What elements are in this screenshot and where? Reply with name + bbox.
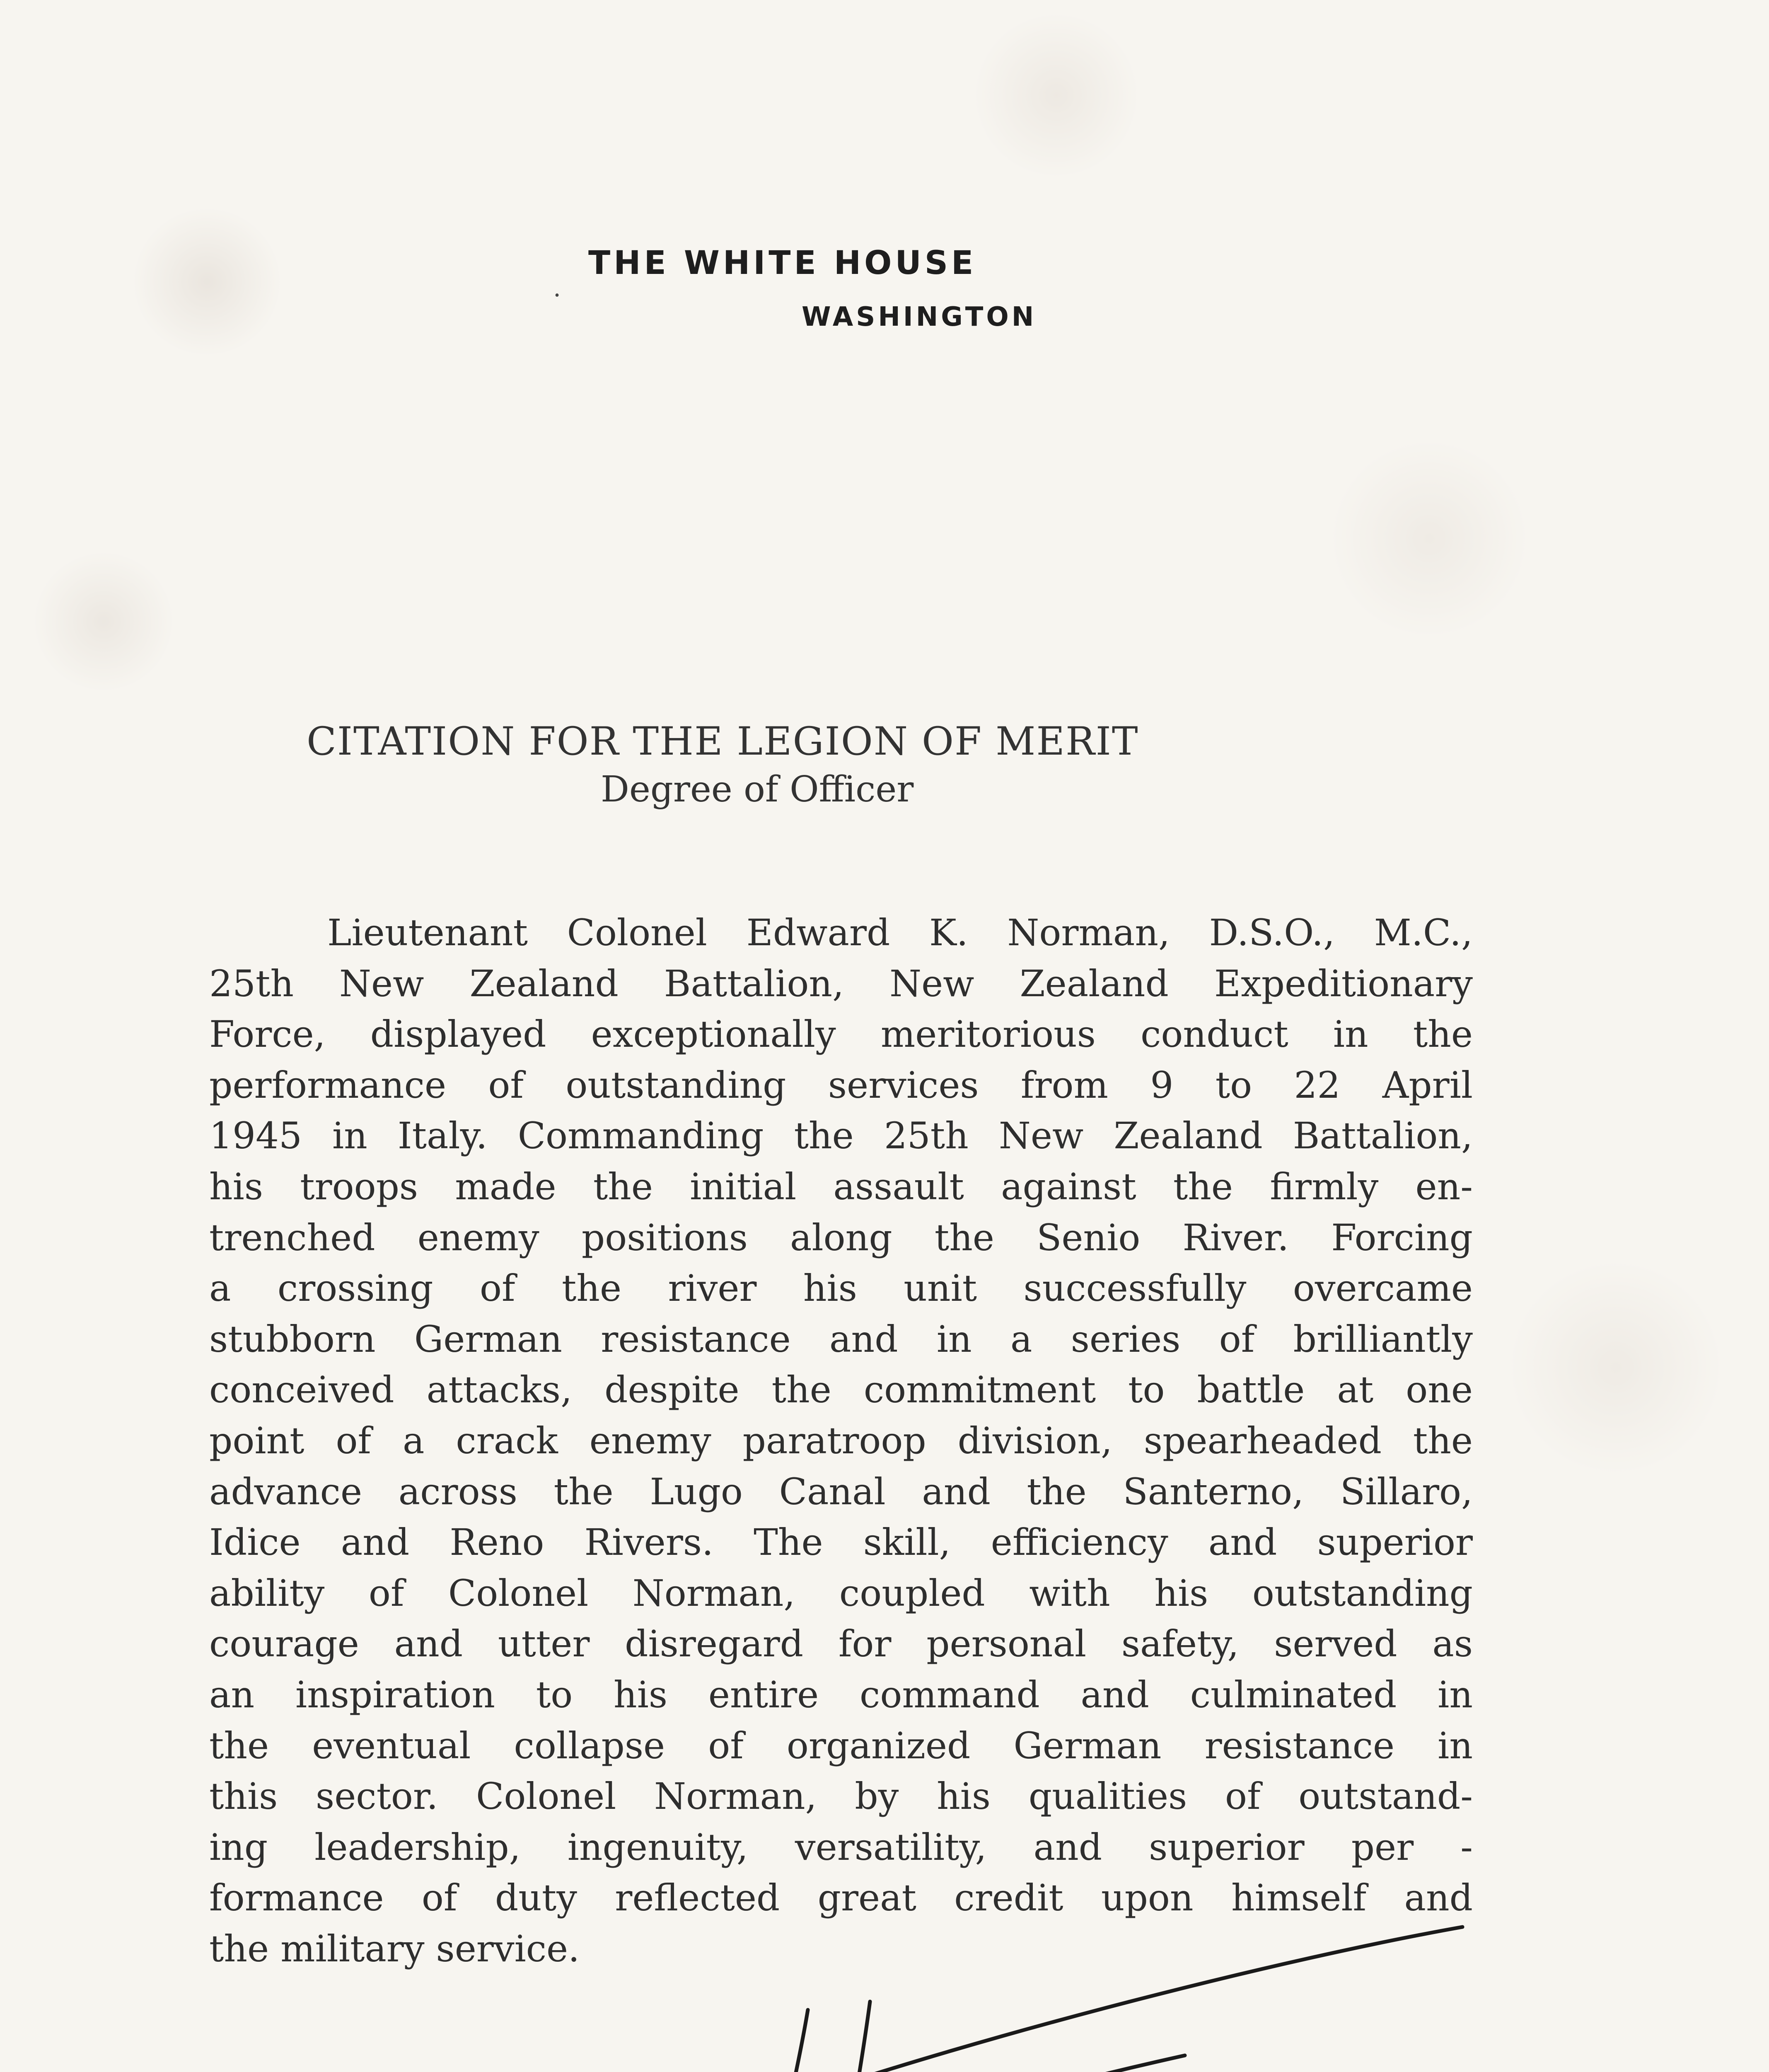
body-line: 25th New Zealand Battalion, New Zealand Expeditionary: [209, 962, 1473, 1005]
letterhead-title: THE WHITE HOUSE: [588, 244, 977, 282]
citation-subtitle: Degree of Officer: [601, 769, 914, 810]
body-line: the military service.: [209, 1927, 580, 1970]
signature-strokes: [762, 1927, 1682, 2072]
citation-title: CITATION FOR THE LEGION OF MERIT: [307, 719, 1139, 764]
body-line: ability of Colonel Norman, coupled with his outstanding: [209, 1571, 1473, 1615]
body-line: point of a crack enemy paratroop division, spearheaded the: [209, 1419, 1473, 1462]
body-line: trenched enemy positions along the Senio River. Forcing: [209, 1216, 1473, 1259]
body-line: a crossing of the river his unit successfully overcame: [209, 1267, 1473, 1310]
body-line: conceived attacks, despite the commitment to battle at one: [209, 1368, 1473, 1411]
body-line: ing leadership, ingenuity, versatility, and superior per -: [209, 1825, 1473, 1869]
body-line: formance of duty reflected great credit upon himself and: [209, 1876, 1473, 1920]
signature: [737, 1877, 1690, 2072]
body-line: advance across the Lugo Canal and the Santerno, Sillaro,: [209, 1470, 1473, 1513]
body-line: 1945 in Italy. Commanding the 25th New Zealand Battalion,: [209, 1114, 1473, 1157]
ink-mark: .: [553, 274, 561, 303]
body-line: his troops made the initial assault against the firmly en-: [209, 1165, 1473, 1208]
body-line: an inspiration to his entire command and culminated in: [209, 1673, 1473, 1716]
body-line: Force, displayed exceptionally meritorious conduct in the: [209, 1013, 1473, 1056]
body-line: performance of outstanding services from 9 to 22 April: [209, 1063, 1473, 1106]
letterhead-city: WASHINGTON: [802, 302, 1037, 332]
body-line: Lieutenant Colonel Edward K. Norman, D.S.O., M.C.,: [327, 911, 1473, 954]
body-line: courage and utter disregard for personal safety, served as: [209, 1622, 1473, 1665]
citation-body: [209, 908, 1473, 1974]
body-line: this sector. Colonel Norman, by his qualities of outstand-: [209, 1775, 1473, 1818]
body-line: Idice and Reno Rivers. The skill, efficiency and superior: [209, 1521, 1473, 1564]
body-line: the eventual collapse of organized German resistance in: [209, 1724, 1473, 1767]
body-line: stubborn German resistance and in a series of brilliantly: [209, 1317, 1473, 1360]
